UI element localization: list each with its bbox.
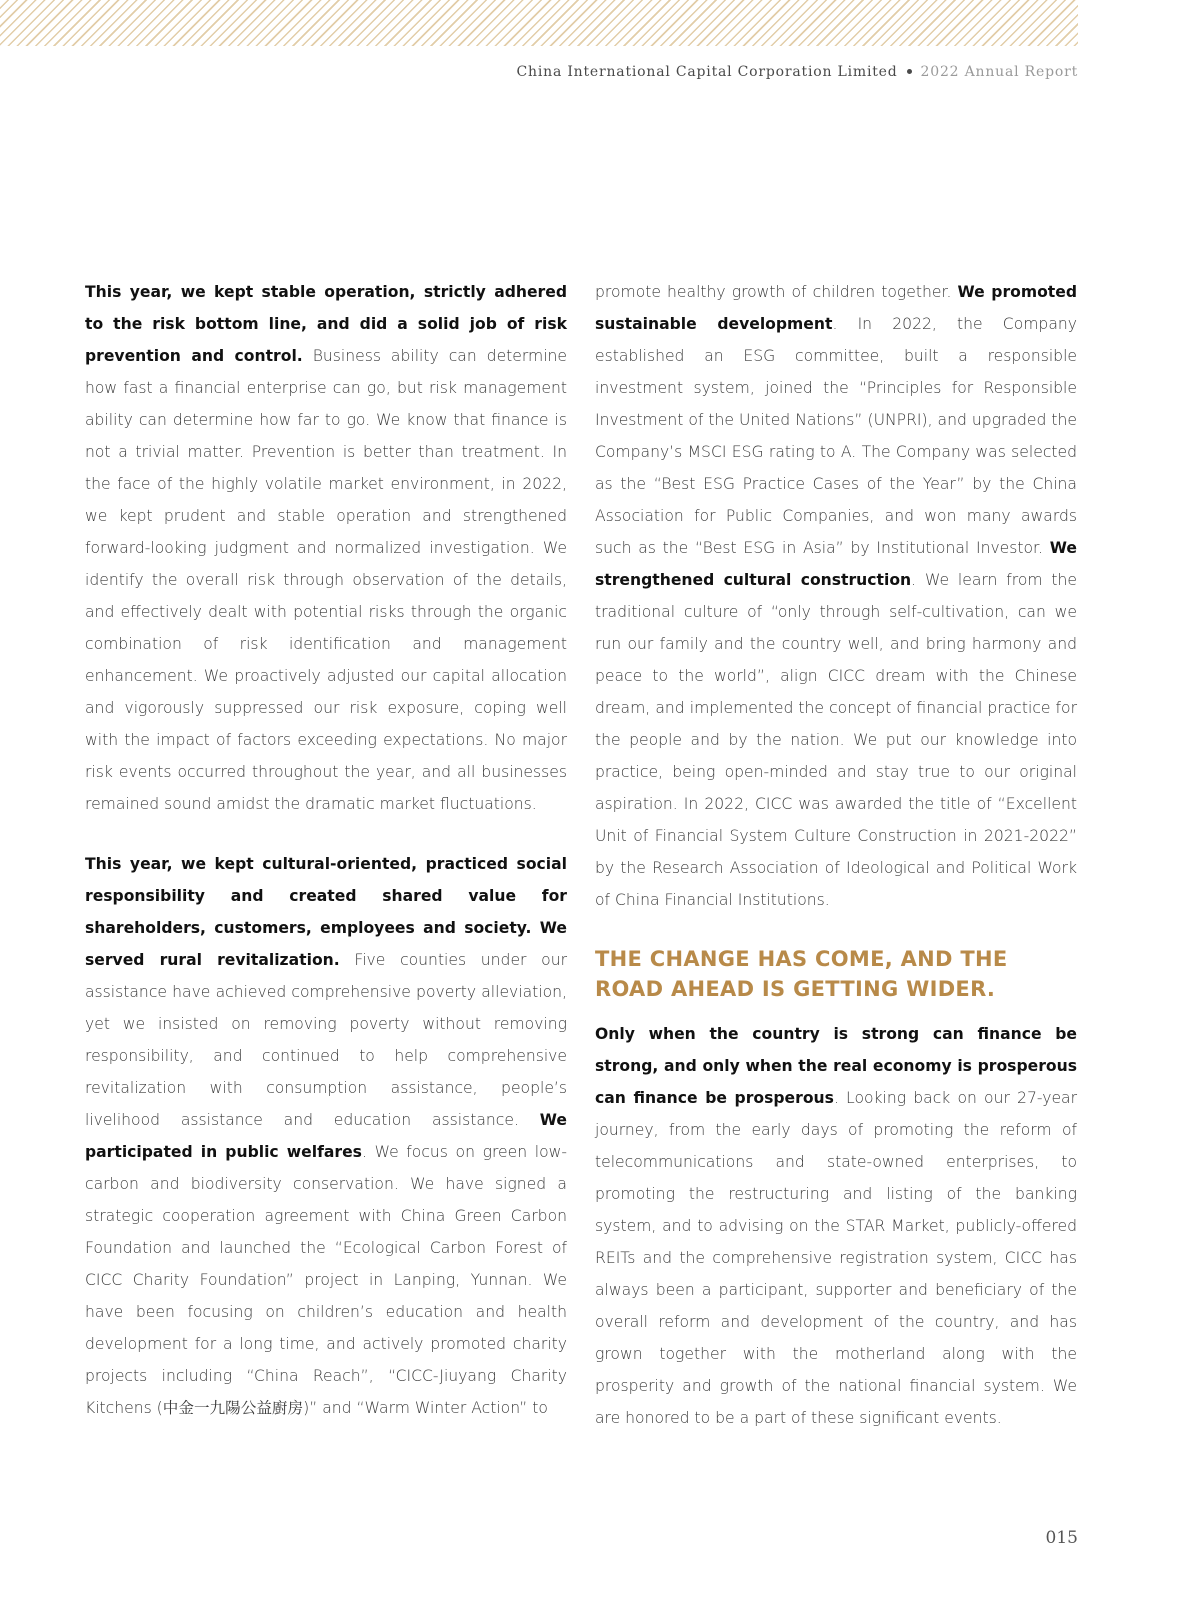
header-company: China International Capital Corporation Limited <box>516 64 898 80</box>
paragraph-journey-body: . Looking back on our 27-year journey, from the early days of promoting the reform of telecommunications and state-owned enterprises, to promoting the restructuring and listing of the banking system, and to advising on the STAR Market, publicly-offered REITs and the comprehensive registration system, CICC has always been a participant, supporter and beneficiary of the overall reform and development of the country, and has grown together with the motherland along with the prosperity and growth of the national financial system. We are honored to be a part of these significant events. <box>595 1089 1078 1427</box>
paragraph-culture-body-1: Five counties under our assistance have achieved comprehensive poverty alleviation, yet we insisted on removing poverty without removing responsibility, and continued to help comprehensive revitalization with consumption assistance, people’s livelihood assistance and education assistance. <box>85 951 567 1129</box>
section-heading: THE CHANGE HAS COME, AND THE ROAD AHEAD IS GETTING WIDER. <box>595 947 1008 1001</box>
paragraph-culture-body-2: . We focus on green low-carbon and biodiversity conservation. We have signed a strategic cooperation agreement with China Green Carbon Foundation and launched the “Ecological Carbon Forest of CICC Charity Foundation” project in Lanping, Yunnan. We have been focusing on children’s education and health development for a long time, and actively promoted charity projects including “China Reach”, “CICC-Jiuyang Charity Kitchens (中金一九陽公益廚房)” and “Warm Winter Action” to <box>85 1143 568 1417</box>
paragraph-culture <box>85 848 567 1424</box>
right-column <box>595 276 1077 1462</box>
paragraph-risk-body: Business ability can determine how fast a financial enterprise can go, but risk management ability can determine how far to go. We know that finance is not a trivial matter. Prevention is better than treatment. In the face of the highly volatile market environment, in 2022, we kept prudent and stable operation and strengthened forward-looking judgment and normalized investigation. We identify the overall risk through observation of the details, and effectively dealt with potential risks through the organic combination of risk identification and management enhancement. We proactively adjusted our capital allocation and vigorously suppressed our risk exposure, coping well with the impact of factors exceeding expectations. No major risk events occurred throughout the year, and all businesses remained sound amidst the dramatic market fluctuations. <box>85 347 568 813</box>
paragraph-sustainability-lead-2: We strengthened cultural construction <box>595 539 1077 589</box>
paragraph-risk <box>85 276 567 820</box>
page-number: 015 <box>1045 1528 1078 1548</box>
paragraph-sustainability-body-3: . We learn from the traditional culture of “only through self-cultivation, can we run our family and the country well, and bring harmony and peace to the world”, align CICC dream with the Chinese dream, and implemented the concept of financial practice for the people and by the nation. We put our knowledge into practice, being open-minded and stay true to our original aspiration. In 2022, CICC was awarded the title of “Excellent Unit of Financial System Culture Construction in 2021-2022” by the Research Association of Ideological and Political Work of China Financial Institutions. <box>595 571 1077 909</box>
running-header <box>517 64 1078 80</box>
header-report-title: 2022 Annual Report <box>920 64 1078 80</box>
paragraph-sustainability-body-2: . In 2022, the Company established an ESG committee, built a responsible investment system, joined the “Principles for Responsible Investment of the United Nations” (UNPRI), and upgraded the Company’s MSCI ESG rating to A. The Company was selected as the “Best ESG Practice Cases of the Year” by the China Association for Public Companies, and won many awards such as the “Best ESG in Asia” by Institutional Investor. <box>595 315 1077 557</box>
paragraph-sustainability-body-1: promote healthy growth of children together. <box>595 283 958 301</box>
paragraph-risk-lead: This year, we kept stable operation, strictly adhered to the risk bottom line, and did a solid job of risk prevention and control. <box>85 283 567 365</box>
paragraph-sustainability <box>595 276 1077 916</box>
paragraph-journey-lead: Only when the country is strong can finance be strong, and only when the real economy is prosperous can finance be prosperous <box>595 1025 1077 1107</box>
paragraph-culture-lead-2: We participated in public welfares <box>85 1111 567 1161</box>
decorative-stripe-band <box>0 0 1078 46</box>
paragraph-culture-lead: This year, we kept cultural-oriented, practiced social responsibility and created shared value for shareholders, customers, employees and society. We served rural revitalization. <box>85 855 567 969</box>
bullet-separator <box>907 69 912 74</box>
left-column <box>85 276 567 1452</box>
paragraph-journey <box>595 1018 1077 1434</box>
paragraph-sustainability-lead: We promoted sustainable development <box>595 283 1077 333</box>
